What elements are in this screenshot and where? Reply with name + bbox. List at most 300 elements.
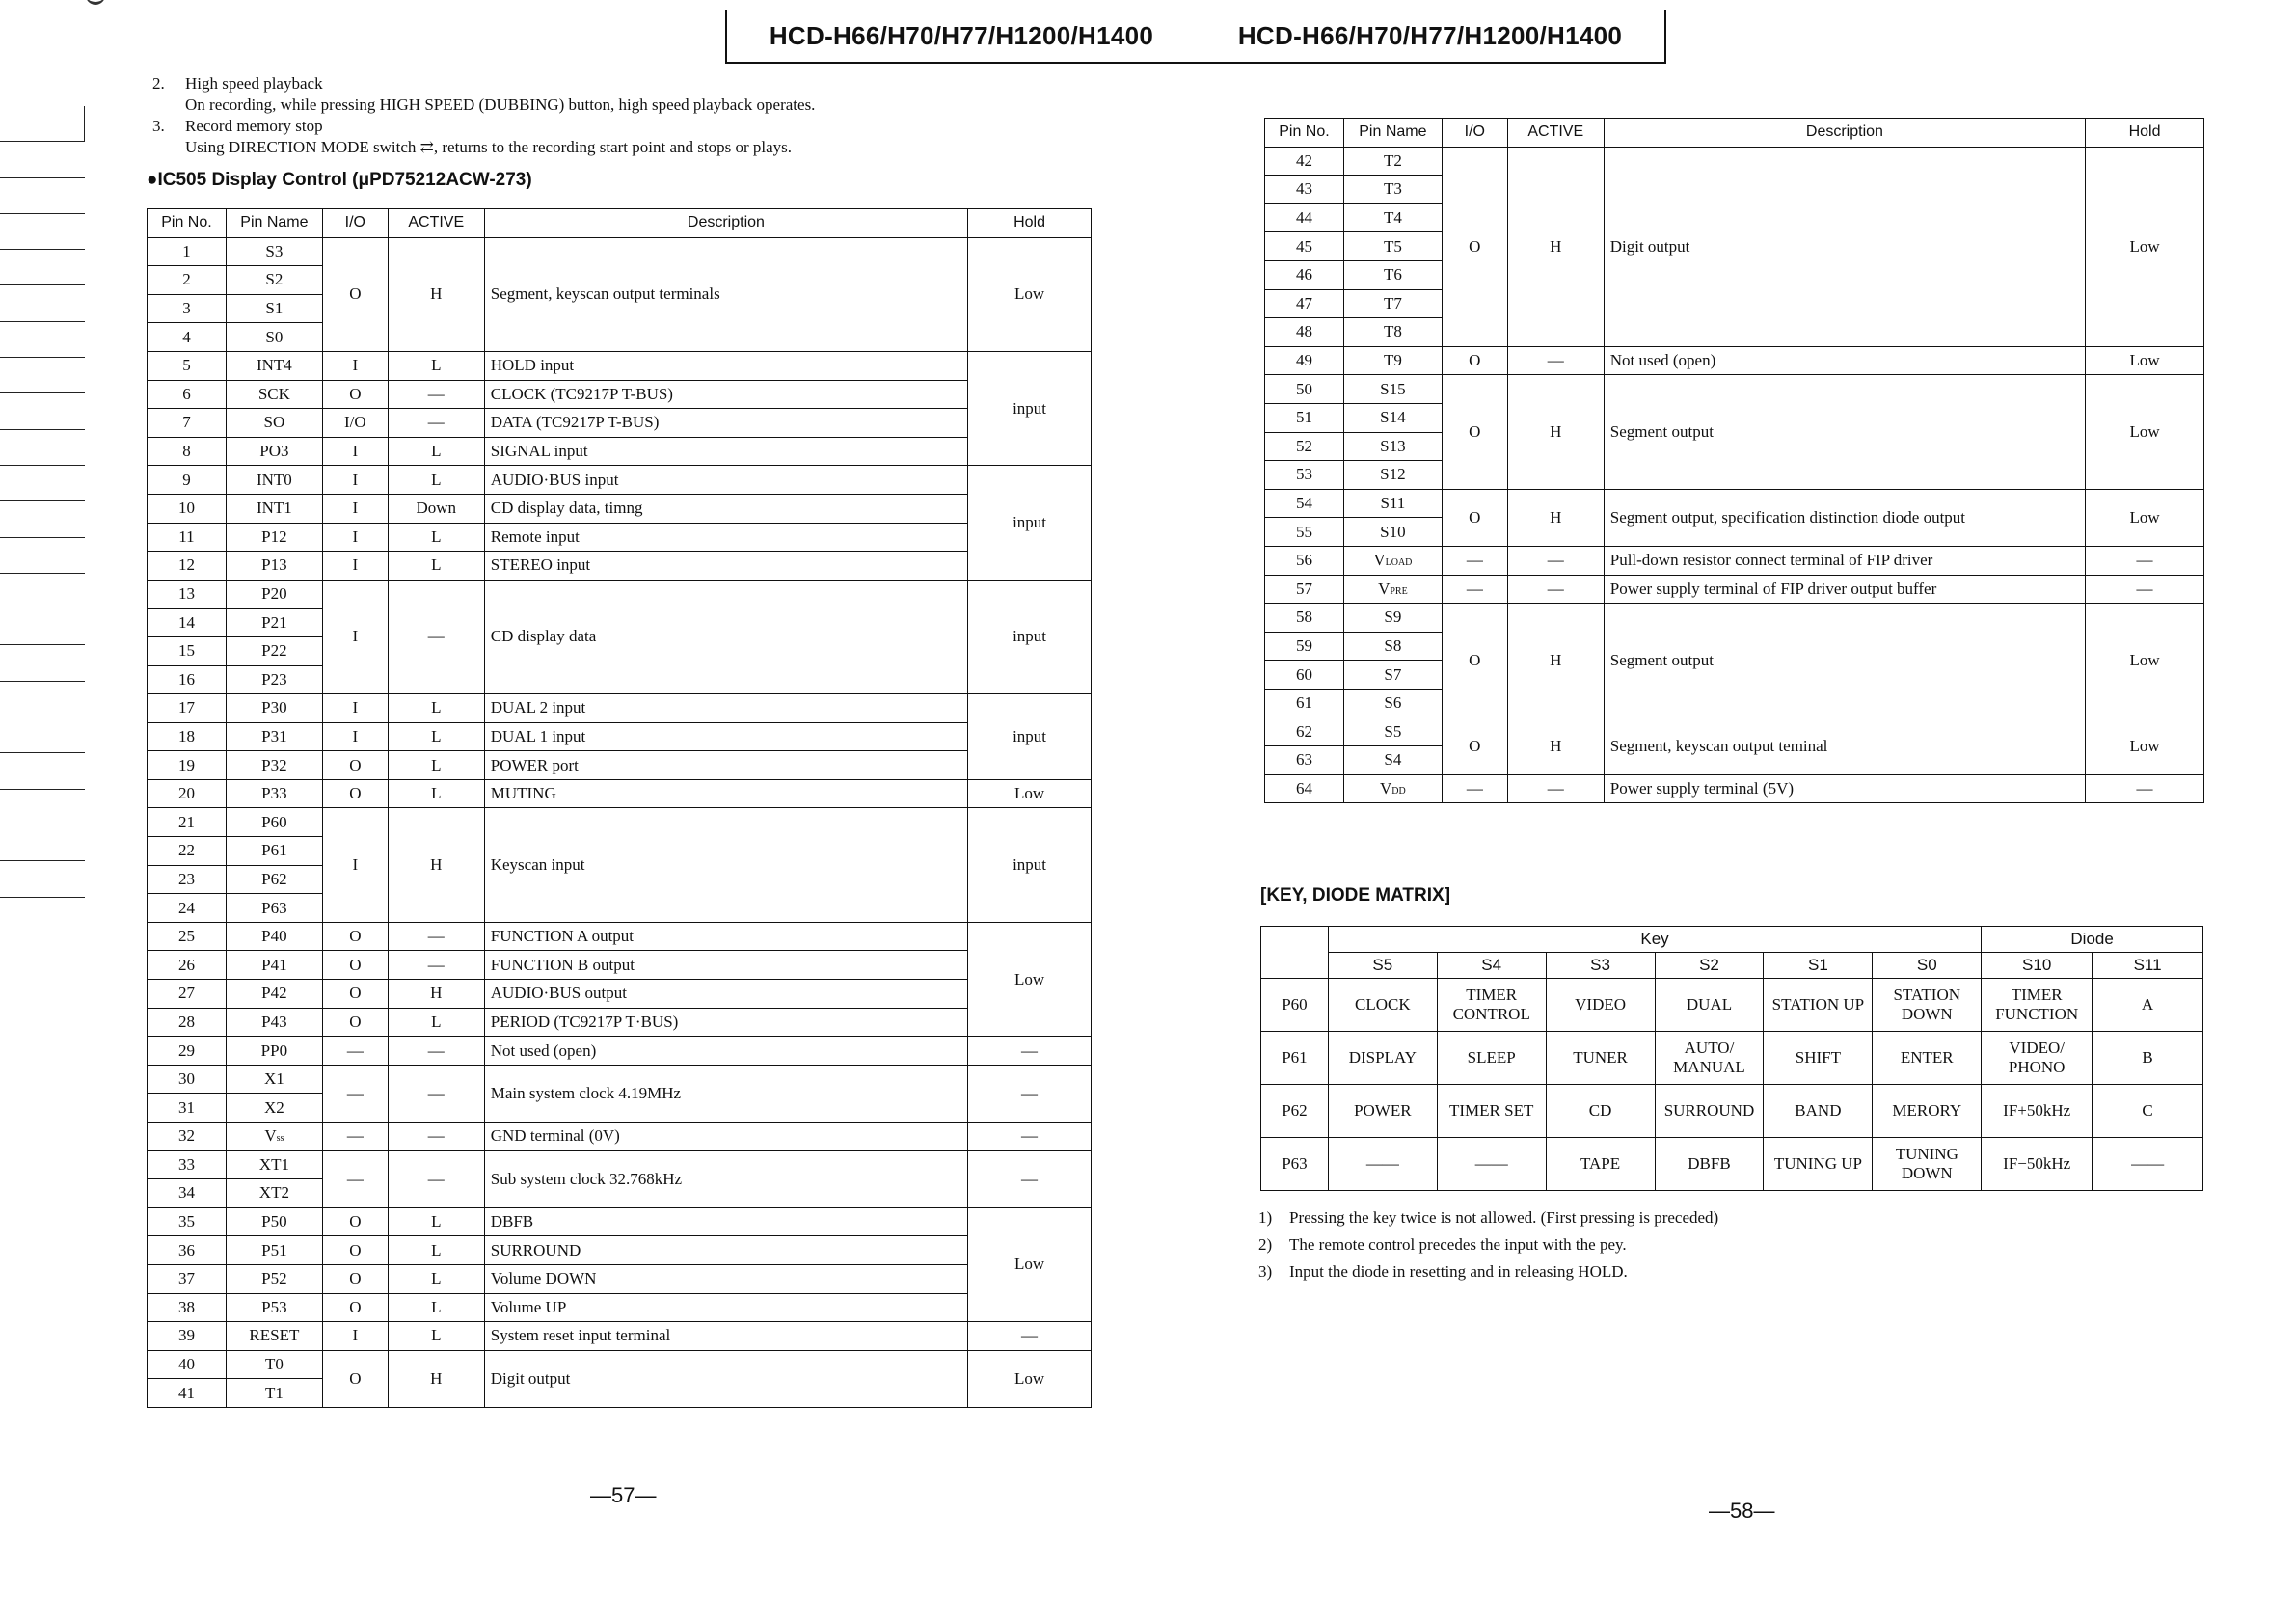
pin-no-cell: 35 [148,1207,227,1236]
io-cell: — [322,1150,388,1207]
hold-cell: Low [968,1207,1092,1321]
io-cell: I [322,351,388,380]
pin-no-cell: 14 [148,609,227,637]
pin-no-cell: 5 [148,351,227,380]
pin-name-cell: S11 [1343,489,1442,518]
pin-no-cell: 2 [148,266,227,295]
io-cell: O [322,751,388,780]
pin-name-cell: P63 [226,894,322,923]
matrix-cell: SURROUND [1655,1085,1764,1138]
pin-name-cell: S8 [1343,632,1442,661]
description-cell: DBFB [484,1207,967,1236]
pin-no-cell: 4 [148,323,227,352]
active-cell: L [388,552,484,581]
matrix-row-label: P60 [1261,979,1329,1032]
description-cell: CLOCK (TC9217P T-BUS) [484,380,967,409]
table-row [1265,489,2204,518]
pin-no-cell: 57 [1265,575,1344,604]
col-pin-name: Pin Name [1343,119,1442,148]
note-text: On recording, while pressing HIGH SPEED (DUBBING) button, high speed playback operates. [185,95,816,114]
io-cell: I [322,1322,388,1351]
matrix-cell: TIMER SET [1437,1085,1546,1138]
pin-no-cell: 46 [1265,260,1344,289]
margin-line [0,790,85,825]
description-cell: MUTING [484,779,967,808]
pin-table-left [147,208,1092,1408]
pin-name-cell: Vss [226,1123,322,1151]
io-cell: I [322,437,388,466]
margin-line [0,142,85,177]
footnote-text: Input the diode in resetting and in releasing HOLD. [1289,1262,1628,1281]
page-header [725,10,1666,64]
table-header-row [1265,119,2204,148]
col-hold: Hold [968,209,1092,238]
pin-name-cell: T6 [1343,260,1442,289]
active-cell: L [388,466,484,495]
table-row [1265,546,2204,575]
pin-name-cell: P40 [226,922,322,951]
pin-name-cell: S3 [226,237,322,266]
pin-name-cell: S15 [1343,375,1442,404]
table-row [1265,147,2204,176]
matrix-corner [1261,927,1329,979]
pin-no-cell: 50 [1265,375,1344,404]
footnote-item [1258,1204,1718,1231]
active-cell: — [1507,774,1604,803]
pin-no-cell: 25 [148,922,227,951]
description-cell: PERIOD (TC9217P T·BUS) [484,1008,967,1037]
description-cell: STEREO input [484,552,967,581]
col-pin-no: Pin No. [1265,119,1344,148]
pin-name-cell: S9 [1343,604,1442,633]
table-row [148,1264,1092,1293]
pin-name-cell: S1 [226,294,322,323]
model-title-right: HCD-H66/H70/H77/H1200/H1400 [1237,20,1623,50]
pin-name-cell: VDD [1343,774,1442,803]
matrix-cell: —— [1437,1138,1546,1191]
table-row [148,1207,1092,1236]
pin-no-cell: 15 [148,636,227,665]
io-cell: O [322,1264,388,1293]
ic-section-title: ●IC505 Display Control (μPD75212ACW-273) [147,170,532,190]
description-cell: Volume DOWN [484,1264,967,1293]
description-cell: Not used (open) [484,1037,967,1066]
table-row [1265,717,2204,746]
matrix-row-label: P61 [1261,1032,1329,1085]
matrix-cell: TAPE [1546,1138,1655,1191]
matrix-col-header: S1 [1764,953,1873,979]
footnote-text: The remote control precedes the input with the pey. [1289,1235,1627,1254]
pin-name-cell: T2 [1343,147,1442,176]
description-cell: Segment output [1604,375,2085,489]
description-cell: Segment output [1604,604,2085,717]
pin-no-cell: 29 [148,1037,227,1066]
hold-cell: Low [968,922,1092,1036]
io-cell: O [322,1008,388,1037]
table-row [148,1150,1092,1179]
table-row [148,466,1092,495]
pin-no-cell: 11 [148,523,227,552]
active-cell: — [388,409,484,438]
io-cell: — [322,1037,388,1066]
pin-name-cell: T1 [226,1379,322,1408]
pin-no-cell: 42 [1265,147,1344,176]
margin-line [0,645,85,681]
pin-name-cell: RESET [226,1322,322,1351]
margin-line [0,358,85,393]
matrix-group-row [1261,927,2203,953]
pin-name-cell: P22 [226,636,322,665]
description-cell: CD display data [484,580,967,693]
pin-no-cell: 34 [148,1179,227,1208]
matrix-cell: SHIFT [1764,1032,1873,1085]
io-cell: I [322,466,388,495]
pin-no-cell: 60 [1265,661,1344,690]
pin-no-cell: 45 [1265,232,1344,261]
key-matrix-title: [KEY, DIODE MATRIX] [1260,885,1451,906]
pin-name-cell: P42 [226,980,322,1009]
matrix-col-header: S5 [1328,953,1437,979]
col-description: Description [1604,119,2085,148]
margin-line [0,538,85,574]
description-cell: POWER port [484,751,967,780]
matrix-cell: A [2093,979,2203,1032]
hold-cell: input [968,580,1092,693]
io-cell: O [322,1293,388,1322]
matrix-cell: MERORY [1873,1085,1982,1138]
matrix-cell: ENTER [1873,1032,1982,1085]
pin-no-cell: 53 [1265,461,1344,490]
pin-no-cell: 6 [148,380,227,409]
pin-no-cell: 10 [148,494,227,523]
description-cell: Segment, keyscan output terminals [484,237,967,351]
pin-no-cell: 64 [1265,774,1344,803]
io-cell: I [322,523,388,552]
hold-cell: Low [2086,147,2204,346]
pin-name-cell: S4 [1343,746,1442,775]
pin-name-cell: T7 [1343,289,1442,318]
matrix-row [1261,979,2203,1032]
col-description: Description [484,209,967,238]
description-cell: AUDIO·BUS output [484,980,967,1009]
active-cell: — [1507,575,1604,604]
margin-line [0,393,85,429]
matrix-cell: BAND [1764,1085,1873,1138]
table-row [1265,375,2204,404]
active-cell: — [388,1123,484,1151]
active-cell: H [388,1350,484,1407]
table-row [148,552,1092,581]
io-cell: O [322,980,388,1009]
hold-cell: Low [968,1350,1092,1407]
pin-no-cell: 18 [148,722,227,751]
pin-no-cell: 47 [1265,289,1344,318]
pin-no-cell: 36 [148,1236,227,1265]
matrix-cell: —— [1328,1138,1437,1191]
description-cell: SIGNAL input [484,437,967,466]
active-cell: H [1507,489,1604,546]
table-row [148,1037,1092,1066]
matrix-cell: DISPLAY [1328,1032,1437,1085]
active-cell: H [1507,375,1604,489]
hold-cell: input [968,808,1092,922]
pin-no-cell: 59 [1265,632,1344,661]
description-cell: Remote input [484,523,967,552]
pin-no-cell: 7 [148,409,227,438]
table-row [148,1322,1092,1351]
io-cell: I [322,494,388,523]
pin-no-cell: 49 [1265,346,1344,375]
hold-cell: — [968,1065,1092,1122]
footnote-item [1258,1258,1718,1285]
io-cell: I [322,694,388,723]
io-cell: O [1442,489,1507,546]
active-cell: H [1507,604,1604,717]
pin-name-cell: INT0 [226,466,322,495]
matrix-body [1261,979,2203,1191]
pin-no-cell: 40 [148,1350,227,1379]
table-row [1265,575,2204,604]
hold-cell: — [2086,546,2204,575]
table-row [148,523,1092,552]
pin-name-cell: T8 [1343,318,1442,347]
margin-line [0,466,85,501]
description-cell: DUAL 1 input [484,722,967,751]
io-cell: I/O [322,409,388,438]
pin-name-cell: P30 [226,694,322,723]
hold-cell: Low [968,779,1092,808]
description-cell: Power supply terminal of FIP driver output buffer [1604,575,2085,604]
footnote-item [1258,1231,1718,1258]
col-io: I/O [322,209,388,238]
pin-no-cell: 44 [1265,203,1344,232]
margin-line [0,501,85,537]
pin-name-cell: P50 [226,1207,322,1236]
note-item: 3. Record memory stop [152,117,323,135]
operation-notes [152,73,815,158]
matrix-row [1261,1085,2203,1138]
io-cell: O [322,922,388,951]
matrix-cell: CD [1546,1085,1655,1138]
io-cell: O [322,779,388,808]
hold-cell: input [968,694,1092,780]
pin-no-cell: 48 [1265,318,1344,347]
pin-name-cell: S10 [1343,518,1442,547]
io-cell: O [1442,604,1507,717]
pin-name-cell: P52 [226,1264,322,1293]
footnote-number: 2) [1258,1235,1273,1254]
io-cell: O [322,951,388,980]
matrix-cell: POWER [1328,1085,1437,1138]
matrix-cell: DUAL [1655,979,1764,1032]
pin-name-cell: T3 [1343,176,1442,204]
pin-name-cell: PP0 [226,1037,322,1066]
matrix-cell: IF−50kHz [1982,1138,2093,1191]
hold-cell: — [968,1322,1092,1351]
pin-no-cell: 17 [148,694,227,723]
pin-name-cell: P31 [226,722,322,751]
active-cell: — [1507,546,1604,575]
pin-no-cell: 8 [148,437,227,466]
pin-name-cell: P23 [226,665,322,694]
col-active: ACTIVE [388,209,484,238]
pin-name-cell: P61 [226,837,322,866]
io-cell: O [1442,147,1507,346]
matrix-cell: DBFB [1655,1138,1764,1191]
pin-no-cell: 23 [148,865,227,894]
active-cell: L [388,1236,484,1265]
pin-no-cell: 19 [148,751,227,780]
pin-name-cell: S0 [226,323,322,352]
pin-no-cell: 9 [148,466,227,495]
matrix-cell: —— [2093,1138,2203,1191]
description-cell: System reset input terminal [484,1322,967,1351]
pin-table-right-body [1265,147,2204,803]
pin-no-cell: 61 [1265,689,1344,717]
active-cell: — [1507,346,1604,375]
margin-line [0,250,85,285]
pin-no-cell: 52 [1265,432,1344,461]
matrix-cell: STATION UP [1764,979,1873,1032]
active-cell: L [388,351,484,380]
description-cell: Pull-down resistor connect terminal of FIP driver [1604,546,2085,575]
description-cell: DATA (TC9217P T-BUS) [484,409,967,438]
margin-line [0,106,85,142]
active-cell: — [388,1037,484,1066]
pin-no-cell: 1 [148,237,227,266]
description-cell: Digit output [1604,147,2085,346]
pin-name-cell: SO [226,409,322,438]
pin-name-cell: S7 [1343,661,1442,690]
table-row [148,1293,1092,1322]
io-cell: O [1442,346,1507,375]
description-cell: SURROUND [484,1236,967,1265]
matrix-footnotes [1258,1204,1718,1285]
hold-cell: Low [968,237,1092,351]
matrix-cell: TUNER [1546,1032,1655,1085]
table-row [148,1236,1092,1265]
col-pin-name: Pin Name [226,209,322,238]
pin-name-cell: PO3 [226,437,322,466]
matrix-col-header: S3 [1546,953,1655,979]
hold-cell: input [968,466,1092,580]
description-cell: Main system clock 4.19MHz [484,1065,967,1122]
io-cell: I [322,722,388,751]
active-cell: — [388,380,484,409]
matrix-row [1261,1032,2203,1085]
pin-name-cell: P62 [226,865,322,894]
margin-line [0,285,85,321]
matrix-cell: IF+50kHz [1982,1085,2093,1138]
description-cell: Volume UP [484,1293,967,1322]
matrix-cell: STATION DOWN [1873,979,1982,1032]
description-cell: Power supply terminal (5V) [1604,774,2085,803]
table-row [148,751,1092,780]
pin-no-cell: 62 [1265,717,1344,746]
active-cell: L [388,1008,484,1037]
corner-arc-mark [85,0,106,5]
col-active: ACTIVE [1507,119,1604,148]
table-row [148,722,1092,751]
pin-name-cell: XT2 [226,1179,322,1208]
pin-no-cell: 33 [148,1150,227,1179]
matrix-col-header: S2 [1655,953,1764,979]
active-cell: L [388,722,484,751]
pin-name-cell: P32 [226,751,322,780]
matrix-cell: TIMER CONTROL [1437,979,1546,1032]
matrix-row [1261,1138,2203,1191]
io-cell: — [1442,774,1507,803]
margin-line [0,898,85,933]
footnote-text: Pressing the key twice is not allowed. (First pressing is preceded) [1289,1208,1719,1227]
page-number-right: —58— [1709,1499,1775,1523]
pin-no-cell: 37 [148,1264,227,1293]
pin-table-left-body [148,237,1092,1407]
active-cell: L [388,779,484,808]
hold-cell: — [968,1123,1092,1151]
hold-cell: Low [2086,489,2204,546]
pin-no-cell: 24 [148,894,227,923]
active-cell: — [388,1065,484,1122]
table-row [1265,346,2204,375]
active-cell: H [1507,147,1604,346]
hold-cell: input [968,351,1092,465]
table-row [148,409,1092,438]
description-cell: FUNCTION B output [484,951,967,980]
pin-no-cell: 22 [148,837,227,866]
matrix-cell: TIMER FUNCTION [1982,979,2093,1032]
col-io: I/O [1442,119,1507,148]
active-cell: H [388,237,484,351]
pin-name-cell: S13 [1343,432,1442,461]
pin-no-cell: 20 [148,779,227,808]
pin-name-cell: P13 [226,552,322,581]
binding-margin-lines [0,106,85,933]
pin-name-cell: S2 [226,266,322,295]
margin-line [0,753,85,789]
active-cell: L [388,437,484,466]
table-row [1265,774,2204,803]
pin-name-cell: P21 [226,609,322,637]
pin-no-cell: 12 [148,552,227,581]
matrix-col-header: S4 [1437,953,1546,979]
matrix-cell: TUNING UP [1764,1138,1873,1191]
hold-cell: — [968,1037,1092,1066]
page-number-left: —57— [590,1483,657,1507]
table-row [148,1350,1092,1379]
pin-name-cell: S14 [1343,403,1442,432]
description-cell: HOLD input [484,351,967,380]
pin-no-cell: 26 [148,951,227,980]
description-cell: AUDIO·BUS input [484,466,967,495]
pin-no-cell: 30 [148,1065,227,1094]
pin-no-cell: 38 [148,1293,227,1322]
matrix-cell: B [2093,1032,2203,1085]
pin-name-cell: P43 [226,1008,322,1037]
active-cell: — [388,580,484,693]
pin-no-cell: 56 [1265,546,1344,575]
matrix-cell: TUNING DOWN [1873,1138,1982,1191]
active-cell: L [388,694,484,723]
pin-name-cell: T9 [1343,346,1442,375]
pin-no-cell: 55 [1265,518,1344,547]
io-cell: — [322,1123,388,1151]
io-cell: I [322,580,388,693]
note-text: Using DIRECTION MODE switch ⇄, returns to the recording start point and stops or plays. [185,138,792,156]
pin-no-cell: 16 [148,665,227,694]
description-cell: Digit output [484,1350,967,1407]
table-row [148,922,1092,951]
